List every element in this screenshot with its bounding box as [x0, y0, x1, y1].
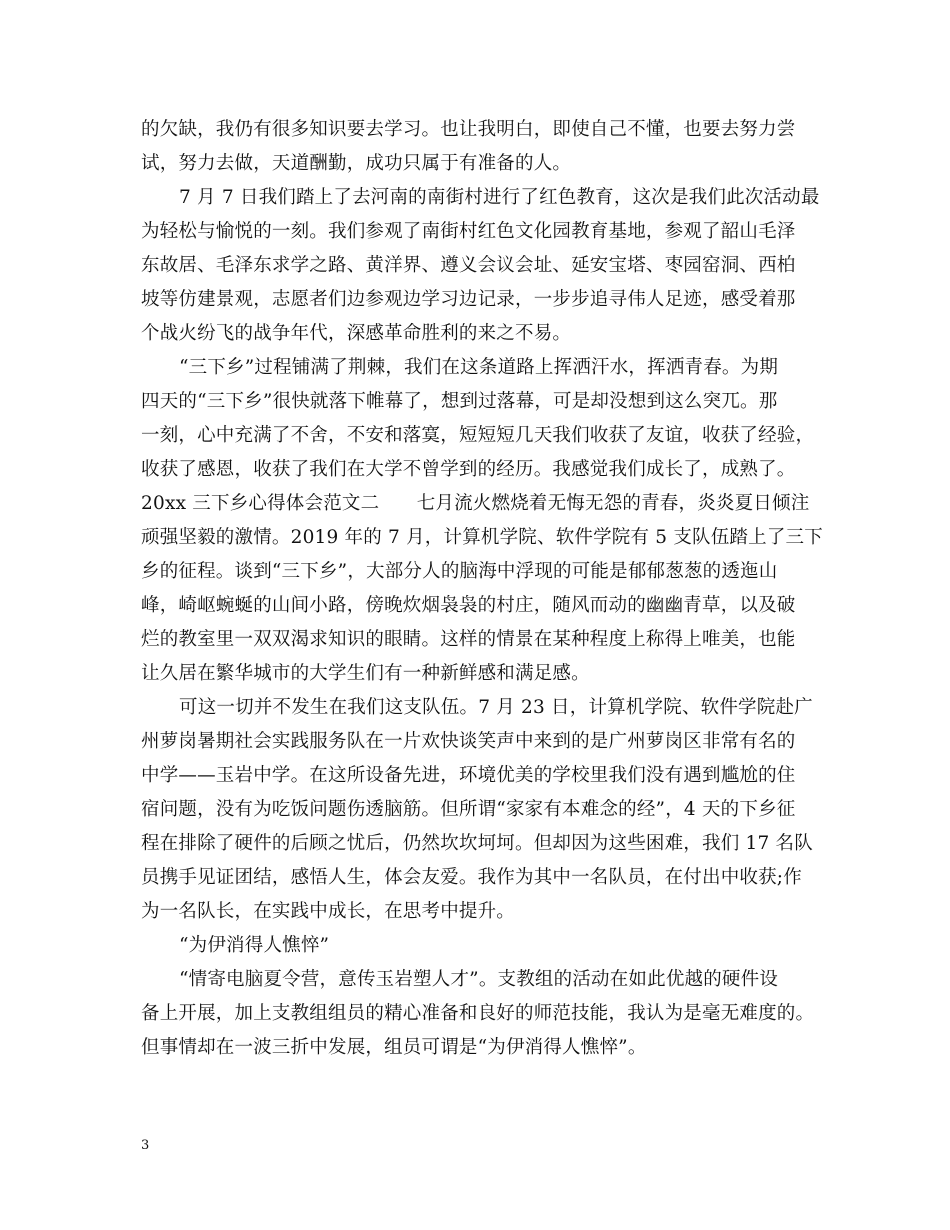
section-heading-line: 20xx 三下乡心得体会范文二 七月流火燃烧着无悔无怨的青春，炎炎夏日倾注	[141, 493, 810, 514]
text-line: 烂的教室里一双双渴求知识的眼睛。这样的情景在某种程度上称得上唯美，也能	[141, 629, 796, 650]
text-line: 员携手见证团结，感悟人生，体会友爱。我作为其中一名队员，在付出中收获;作	[141, 867, 802, 888]
text-line: 备上开展，加上支教组组员的精心准备和良好的师范技能，我认为是毫无难度的。	[141, 1003, 815, 1024]
body-text	[141, 113, 841, 1065]
text-line: 为一名队长，在实践中成长，在思考中提升。	[141, 901, 516, 922]
subheading-line: “为伊消得人憔悴”	[179, 935, 330, 956]
text-line: 收获了感恩，收获了我们在大学不曾学到的经历。我感觉我们成长了，成熟了。	[141, 459, 796, 480]
text-line: 中学——玉岩中学。在这所设备先进，环境优美的学校里我们没有遇到尴尬的住	[141, 765, 796, 786]
text-line: 个战火纷飞的战争年代，深感革命胜利的来之不易。	[141, 323, 572, 344]
page-number: 3	[141, 1138, 150, 1153]
text-line: 让久居在繁华城市的大学生们有一种新鲜感和满足感。	[141, 663, 590, 684]
text-line: 7 月 7 日我们踏上了去河南的南街村进行了红色教育，这次是我们此次活动最	[179, 187, 820, 208]
text-line: 可这一切并不发生在我们这支队伍。7 月 23 日，计算机学院、软件学院赴广	[179, 697, 813, 718]
text-line: 东故居、毛泽东求学之路、黄洋界、遵义会议会址、延安宝塔、枣园窑洞、西柏	[141, 255, 796, 276]
text-line: 四天的“三下乡”很快就落下帷幕了，想到过落幕，可是却没想到这么突兀。那	[141, 391, 778, 412]
text-line: 峰，崎岖蜿蜒的山间小路，傍晚炊烟袅袅的村庄，随风而动的幽幽青草，以及破	[141, 595, 796, 616]
text-line: “三下乡”过程铺满了荆棘，我们在这条道路上挥洒汗水，挥洒青春。为期	[179, 357, 779, 378]
text-line: 坡等仿建景观，志愿者们边参观边学习边记录，一步步追寻伟人足迹，感受着那	[141, 289, 796, 310]
text-line: 但事情却在一波三折中发展，组员可谓是“为伊消得人憔悴”。	[141, 1037, 647, 1058]
text-line: 程在排除了硬件的后顾之忧后，仍然坎坎坷坷。但却因为这些困难，我们 17 名队	[141, 833, 813, 854]
text-line: 宿问题，没有为吃饭问题伤透脑筋。但所谓“家家有本难念的经”，4 天的下乡征	[141, 799, 796, 820]
text-line: 顽强坚毅的激情。2019 年的 7 月，计算机学院、软件学院有 5 支队伍踏上了三下	[141, 527, 823, 548]
text-line: 乡的征程。谈到“三下乡”，大部分人的脑海中浮现的可能是郁郁葱葱的透迤山	[141, 561, 778, 582]
text-line: 州萝岗暑期社会实践服务队在一片欢快谈笑声中来到的是广州萝岗区非常有名的	[141, 731, 796, 752]
text-line: 的欠缺，我仍有很多知识要去学习。也让我明白，即使自己不懂，也要去努力尝	[141, 119, 796, 140]
text-line: 试，努力去做，天道酬勤，成功只属于有准备的人。	[141, 153, 572, 174]
text-line: 为轻松与愉悦的一刻。我们参观了南街村红色文化园教育基地，参观了韶山毛泽	[141, 221, 796, 242]
text-line: 一刻，心中充满了不舍，不安和落寞，短短短几天我们收获了友谊，收获了经验，	[141, 425, 815, 446]
text-line: “情寄电脑夏令营，意传玉岩塑人才”。支教组的活动在如此优越的硬件设	[179, 969, 779, 990]
